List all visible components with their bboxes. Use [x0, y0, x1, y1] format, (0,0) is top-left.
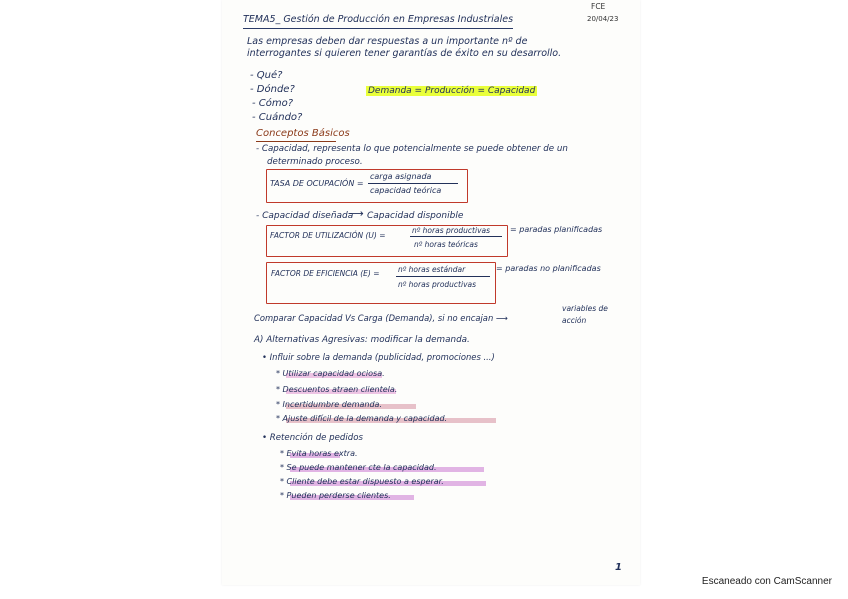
section-basic-concepts: Conceptos Básicos	[256, 128, 350, 139]
intro-line-2: interrogantes si quieren tener garantías de éxito en su desarrollo.	[247, 48, 562, 59]
capacidad-disenada: - Capacidad diseñada	[256, 211, 354, 221]
section-basic-underline	[256, 141, 336, 142]
highlight-formula-text: Demanda = Producción = Capacidad	[368, 86, 536, 96]
comparar-note-1: variables de	[562, 304, 608, 313]
tasa-denominator: capacidad teórica	[370, 186, 442, 195]
camscanner-watermark: Escaneado con CamScanner	[701, 576, 832, 587]
tasa-label: TASA DE OCUPACIÓN =	[270, 179, 364, 188]
page-title: TEMA5_ Gestión de Producción en Empresas Industriales	[243, 14, 514, 25]
header-date: 20/04/23	[587, 15, 619, 23]
eficiencia-numerator: nº horas estándar	[398, 265, 466, 274]
tasa-fraction-line	[368, 183, 458, 184]
alternativas-heading: A) Alternativas Agresivas: modificar la demanda.	[254, 335, 470, 345]
tasa-numerator: carga asignada	[370, 172, 432, 181]
eficiencia-note: = paradas no planificadas	[496, 264, 601, 273]
influir-item-4: * Ajuste difícil de la demanda y capacidad.	[276, 414, 448, 423]
utilizacion-numerator: nº horas productivas	[412, 226, 491, 235]
retencion-heading: • Retención de pedidos	[262, 433, 363, 443]
utilizacion-label: FACTOR DE UTILIZACIÓN (U) =	[270, 231, 386, 240]
question-2: - Dónde?	[250, 84, 295, 95]
capacidad-line-1: - Capacidad, representa lo que potencialmente se puede obtener de un	[256, 144, 568, 154]
eficiencia-denominator: nº horas productivas	[398, 280, 477, 289]
intro-line-1: Las empresas deben dar respuestas a un importante nº de	[247, 36, 528, 47]
arrow-icon: ⟶	[348, 207, 364, 220]
capacidad-line-2: determinado proceso.	[267, 157, 363, 167]
eficiencia-label: FACTOR DE EFICIENCIA (E) =	[271, 269, 380, 278]
utilizacion-note: = paradas planificadas	[510, 225, 603, 234]
question-1: - Qué?	[250, 70, 283, 81]
highlight-formula	[366, 85, 537, 97]
question-4: - Cuándo?	[252, 112, 303, 123]
utilizacion-denominator: nº horas teóricas	[414, 240, 478, 249]
title-underline	[243, 28, 513, 29]
comparar-text: Comparar Capacidad Vs Carga (Demanda), si no encajan ⟶	[254, 313, 508, 323]
header-initials: FCE	[591, 2, 606, 11]
influir-item-1: * Utilizar capacidad ociosa.	[276, 369, 385, 378]
influir-item-2: * Descuentos atraen clientela.	[276, 385, 398, 394]
retencion-item-3: * Cliente debe estar dispuesto a esperar.	[280, 477, 444, 486]
retencion-item-1: * Evita horas extra.	[280, 449, 358, 458]
comparar-note-2: acción	[562, 316, 587, 325]
page-number: 1	[615, 562, 622, 573]
influir-heading: • Influir sobre la demanda (publicidad, promociones ...)	[262, 352, 495, 362]
question-3: - Cómo?	[252, 98, 294, 109]
capacidad-disponible: Capacidad disponible	[367, 211, 464, 221]
utilizacion-fraction-line	[410, 236, 502, 237]
eficiencia-fraction-line	[396, 276, 490, 277]
retencion-item-2: * Se puede mantener cte la capacidad.	[280, 463, 437, 472]
influir-item-3: * Incertidumbre demanda.	[276, 400, 383, 409]
retencion-item-4: * Pueden perderse clientes.	[280, 491, 391, 500]
